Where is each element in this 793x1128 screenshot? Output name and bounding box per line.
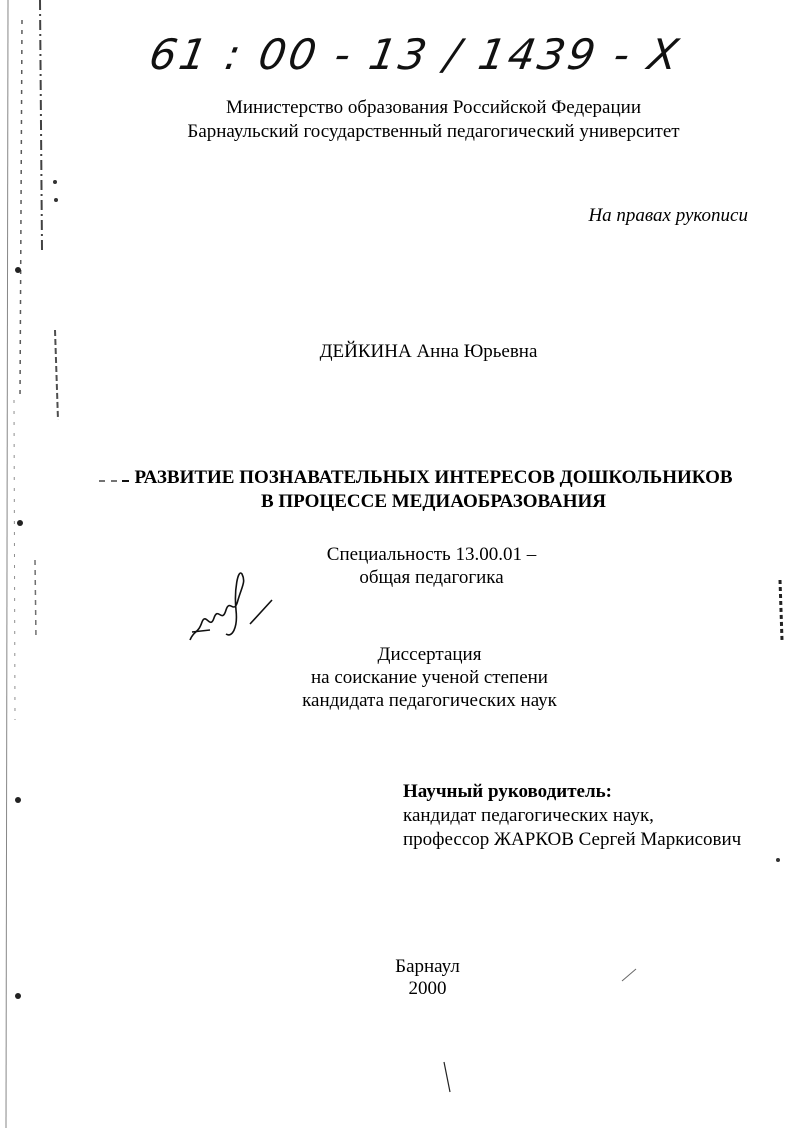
supervisor-block bbox=[403, 780, 741, 852]
supervisor-name: профессор ЖАРКОВ Сергей Маркисович bbox=[403, 829, 742, 850]
dissertation-line-3: кандидата педагогических наук bbox=[302, 690, 557, 711]
supervisor-label: Научный руководитель: bbox=[403, 781, 612, 802]
signature-mark bbox=[180, 560, 280, 650]
specialty-line-1: Специальность 13.00.01 – bbox=[326, 544, 537, 565]
specialty-line-2: общая педагогика bbox=[359, 567, 504, 588]
scan-edge-artifact-right bbox=[760, 560, 793, 880]
dissertation-title-line-2: В ПРОЦЕССЕ МЕДИАОБРАЗОВАНИЯ bbox=[260, 491, 607, 512]
city: Барнаул bbox=[395, 956, 460, 977]
author-name: ДЕЙКИНА Анна Юрьевна bbox=[319, 341, 538, 362]
stray-pen-mark bbox=[440, 1060, 460, 1100]
dash-mark bbox=[95, 478, 135, 484]
dissertation-line-2: на соискание ученой степени bbox=[311, 667, 548, 688]
handwritten-catalog-number: 61 : 00 - 13 / 1439 - X bbox=[145, 30, 685, 79]
university-line: Барнаульский государственный педагогический университет bbox=[187, 121, 680, 142]
supervisor-degree: кандидат педагогических наук, bbox=[403, 805, 654, 826]
year: 2000 bbox=[408, 978, 447, 999]
dissertation-line-1: Диссертация bbox=[377, 644, 482, 665]
ministry-line: Министерство образования Российской Федерации bbox=[226, 97, 641, 118]
rights-note: На правах рукописи bbox=[588, 205, 748, 226]
dissertation-title-line-1: РАЗВИТИЕ ПОЗНАВАТЕЛЬНЫХ ИНТЕРЕСОВ ДОШКОЛЬНИКОВ bbox=[134, 467, 733, 488]
stray-pen-mark bbox=[620, 965, 640, 985]
